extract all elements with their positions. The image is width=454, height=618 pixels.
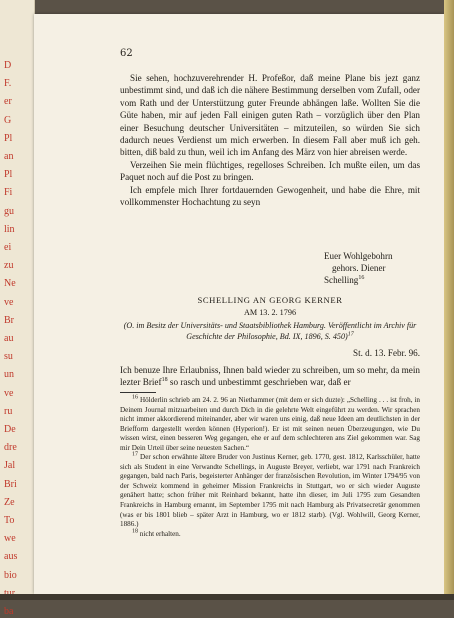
footnote xyxy=(120,396,420,453)
footnotes xyxy=(120,396,420,539)
page-number: 62 xyxy=(120,48,133,59)
signature-name: Schelling xyxy=(324,275,359,286)
sidebar-fragment: Pl xyxy=(4,132,13,144)
sidebar-fragment: F. xyxy=(4,78,12,90)
footnote xyxy=(120,453,420,529)
footnote-ref: 18 xyxy=(161,377,168,384)
footnote-ref: 16 xyxy=(358,275,365,282)
sidebar-fragment: ve xyxy=(4,387,14,399)
sidebar-fragment: we xyxy=(4,533,16,545)
sidebar-fragment: an xyxy=(4,151,14,162)
sidebar-fragment: Fi xyxy=(4,187,13,199)
paragraph: Verzeihen Sie mein flüchtiges, regelloses Schreiben. Ich mußte eilen, um das Paquet noch auf die Post zu bringen. xyxy=(120,159,420,183)
sidebar-fragment: Jal xyxy=(4,460,16,472)
sidebar-fragment: ve xyxy=(4,296,14,308)
footnote-number: 18 xyxy=(132,528,138,535)
book-page xyxy=(34,14,444,594)
sidebar-fragment: D xyxy=(4,60,12,71)
adjacent-page-strip xyxy=(0,0,35,617)
footnote-text: nicht erhalten. xyxy=(138,529,181,538)
letter-heading-date: AM 13. 2. 1796 xyxy=(243,308,297,317)
letter-heading-title: SCHELLING AN GEORG KERNER xyxy=(197,295,343,305)
letter-start xyxy=(120,364,420,389)
letter-body xyxy=(120,72,420,208)
sidebar-fragment: De xyxy=(4,424,16,435)
footnote-rule xyxy=(120,392,156,393)
sidebar-fragment: ba xyxy=(4,606,14,617)
text-run: so rasch und unbestimmt geschrieben war, daß er xyxy=(167,377,351,388)
sidebar-fragment: au xyxy=(4,333,14,344)
sidebar-fragment: lin xyxy=(4,223,15,235)
sidebar-fragment: bio xyxy=(4,569,17,581)
footnote-text: Hölderlin schrieb am 24. 2. 96 an Niethammer (mit dem er sich duzte): „Schelling . . . ist froh, in Deinem Journal mitzuarbeiten und durch Dich in die gelehrte Welt eingeführt zu werden. Wir sprachen nicht immer akkordierend miteinander, aber wir waren uns einig, daß neue Ideen am deutlichsten in der Briefform dargestellt werden können (Hyperion!). Er ist mit seinen neuen Überzeugungen, wie Du wissen wirst, einen besseren Weg gegangen, ehe er auf dem schlechteren ans Ziel gekommen war. Sag mir Dein Urteil über seine neuesten Sachen.“ xyxy=(120,396,420,452)
signature xyxy=(324,274,434,286)
letter-closing xyxy=(324,250,434,287)
bookmark-tab xyxy=(444,0,454,600)
footnote-number: 16 xyxy=(132,394,138,401)
sidebar-fragment: zu xyxy=(4,260,14,272)
sidebar-fragment: Br xyxy=(4,314,14,326)
sidebar-fragment: aus xyxy=(4,551,18,563)
sidebar-fragment: Ne xyxy=(4,278,16,290)
place-date: St. d. 13. Febr. 96. xyxy=(353,348,420,358)
sidebar-fragment: ei xyxy=(4,242,12,253)
sidebar-fragment: gu xyxy=(4,205,14,217)
paragraph xyxy=(120,364,420,389)
footnote-text: Der schon erwähnte ältere Bruder von Justinus Kerner, geb. 1770, gest. 1812, Karlsschüler, hatte sich als Student in eine Verwandte Schellings, in Auguste Breyer, verliebt, war 1791 nach Frankreich gegangen, bald nach Paris, begeisterter Anhänger der französischen Revolution, im Winter 1794/95 von der Schweiz kommend in geheimer Mission Frankreichs in Stuttgart, wo er sich wieder Auguste genähert hatte; schon früher mit Reinhard bekannt, hatte ihn dieser, im Juli 1795 zum Gesandten Frankreichs in Hamburg ernannt, im September 1795 mit nach Hamburg als Privatsecretär genommen (was er bis 1801 blieb – später Arzt in Hamburg, wo er 1812 starb). (Vgl. Wohlwill, Georg Kerner, 1886.) xyxy=(120,453,420,529)
sidebar-fragment: er xyxy=(4,96,12,108)
footnote-ref: 17 xyxy=(347,331,354,338)
sidebar-fragment: un xyxy=(4,369,14,381)
closing-line: gehors. Diener xyxy=(332,263,386,274)
sidebar-fragment: ru xyxy=(4,405,13,417)
footnote xyxy=(120,530,420,540)
sidebar-fragment: su xyxy=(4,351,13,363)
sidebar-fragment: Ze xyxy=(4,496,15,508)
letter-heading-source xyxy=(120,320,420,342)
closing-line: Euer Wohlgebohrn xyxy=(324,251,393,261)
footnote-number: 17 xyxy=(132,451,138,458)
text-run: Ich benuze Ihre Erlaubniss, Ihnen bald wieder zu schreiben, um so mehr, da mein lezter Brief xyxy=(120,365,420,388)
sidebar-fragment: To xyxy=(4,515,15,526)
sidebar-fragment: G xyxy=(4,114,12,126)
paragraph: Sie sehen, hochzuverehrender H. Profeßor, daß meine Plane bis jezt ganz unbestimmt sind, und daß ich die nähere Bestimmung derselben vom Zufall, oder vom Rath und der Unterstützung guter Freunde abhängen laße. Wollten Sie die Güte haben, mir auf jeden Fall einigen guten Rath – vorzüglich über den Plan einer Besuchung deutscher Universitäten – mitzuteilen, so würden Sie sich dadurch neues Verdienst um mich erwerben. In diesem Fall aber muß ich geh. bitten, diß bald zu thun, weil ich im Anfang des März von hier abreisen werde. xyxy=(120,73,420,158)
paragraph: Ich empfele mich Ihrer fortdauernden Gewogenheit, und habe die Ehre, mit vollkommenster Hochachtung zu seyn xyxy=(120,184,420,208)
source-text: (O. im Besitz der Universitäts- und Staatsbibliothek Hamburg. Veröffentlicht im Archiv für Geschichte der Philosophie, Bd. IX, 1896, S. 450) xyxy=(123,321,417,341)
sidebar-fragment: Pl xyxy=(4,169,13,181)
table-surface xyxy=(0,594,454,600)
sidebar-fragment: dre xyxy=(4,442,17,454)
sidebar-fragment: Bri xyxy=(4,478,17,490)
